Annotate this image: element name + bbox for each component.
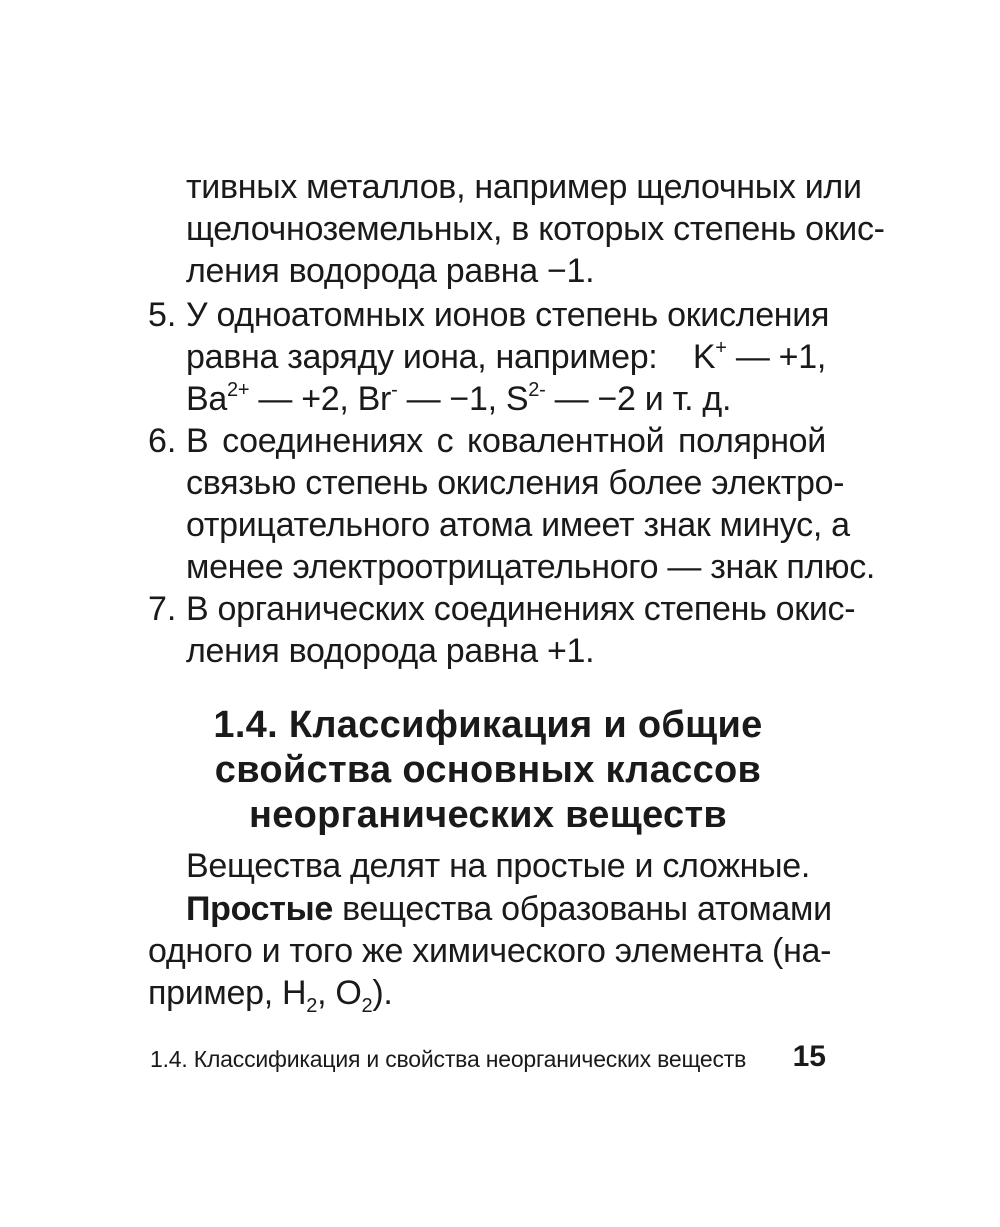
list-item-number-6: 6. bbox=[148, 422, 177, 460]
section-heading-line-2: свойства основных классов bbox=[214, 749, 762, 791]
ion-ba: $Ba^{2+}$ — +2, bbox=[186, 379, 358, 418]
page-number: 15 bbox=[792, 1040, 826, 1073]
item6-line-1: В соединениях с ковалентной полярной bbox=[186, 422, 826, 460]
item7-line-1: В органических соединениях степень окис- bbox=[186, 590, 856, 628]
item5-line-1: У одноатомных ионов степень окисления bbox=[186, 296, 830, 334]
running-footer-title: 1.4. Классификация и свойства неорганических веществ bbox=[150, 1046, 747, 1072]
item5-line-2-text: равна заряду иона, например: bbox=[186, 338, 658, 376]
section-heading-line-3: неорганических веществ bbox=[248, 794, 728, 836]
item5-line-3 bbox=[186, 378, 731, 420]
term-simple: Простые bbox=[186, 890, 333, 928]
paragraph-2-line-2: одного и того же химического элемента (на- bbox=[148, 932, 832, 970]
paragraph-2-line-1-rest: вещества образованы атомами bbox=[332, 890, 832, 928]
o2-subscript: 2 bbox=[361, 995, 373, 1017]
paragraph-2-line-3: пример, $H_2$, $O_2$). bbox=[148, 974, 393, 1017]
list-item-number-5: 5. bbox=[148, 296, 177, 334]
intro-line-1: тивных металлов, например щелочных или bbox=[186, 168, 862, 206]
h2-subscript: 2 bbox=[306, 995, 318, 1017]
list-item-number-7: 7. bbox=[148, 590, 177, 628]
item6-line-3: отрицательного атома имеет знак минус, а bbox=[186, 506, 850, 544]
item6-line-2: связью степень окисления более электро- bbox=[186, 464, 845, 502]
ion-k: K+ — +1, bbox=[692, 337, 826, 376]
ion-br: Br- — −1, bbox=[357, 379, 506, 418]
paragraph-1: Вещества делят на простые и сложные. bbox=[186, 847, 811, 885]
paragraph-2-line-1 bbox=[186, 888, 832, 930]
section-heading-line-1: 1.4. Классификация и общие bbox=[213, 704, 763, 746]
intro-line-2: щелочноземельных, в которых степень окис- bbox=[186, 210, 885, 248]
item6-line-4: менее электроотрицательного — знак плюс. bbox=[186, 548, 876, 586]
item7-line-2: ления водорода равна +1. bbox=[186, 632, 595, 670]
intro-line-3: ления водорода равна −1. bbox=[186, 252, 595, 290]
ion-s: $S^{2-}$ — −2 и т. д. bbox=[505, 379, 732, 418]
item5-line-2 bbox=[186, 336, 826, 378]
